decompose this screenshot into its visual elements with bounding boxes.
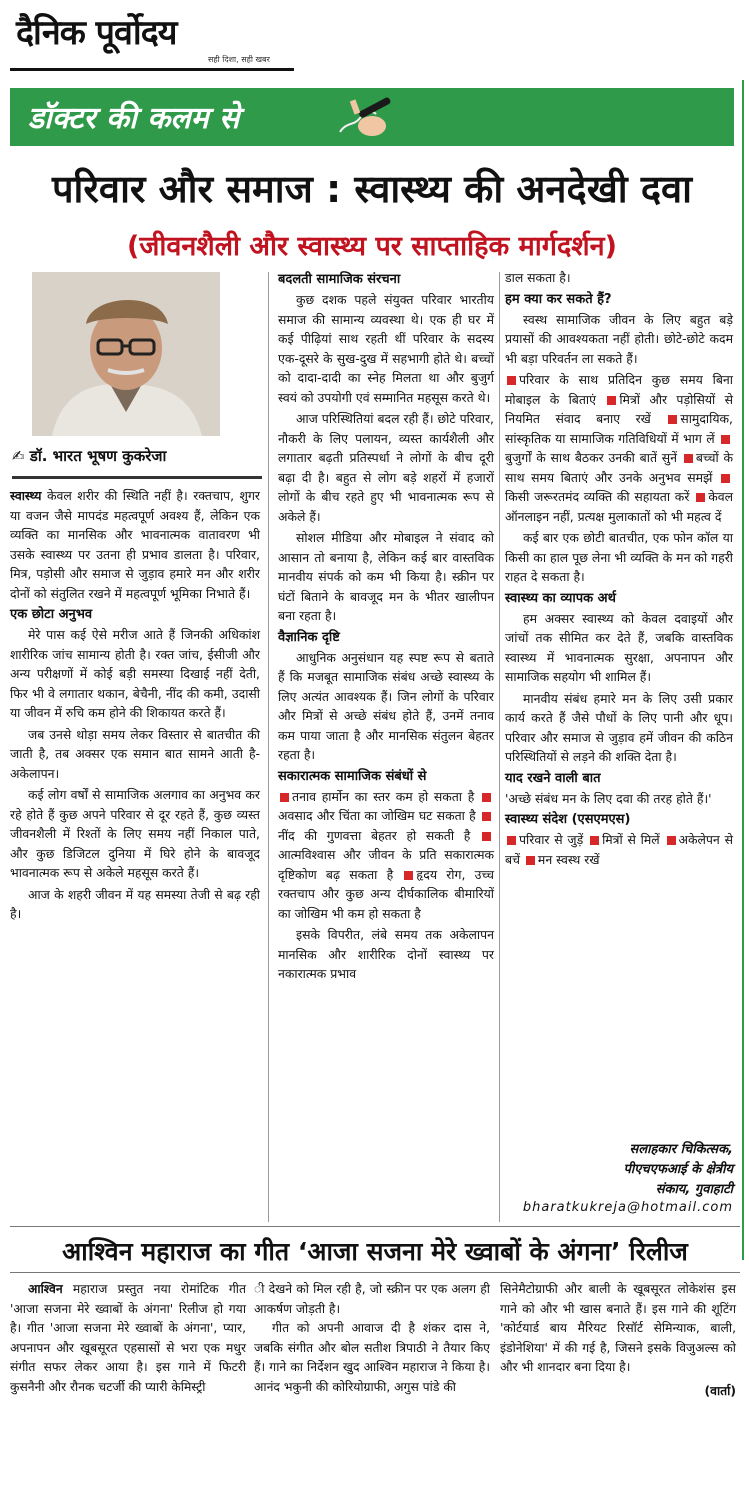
- signature-line: पीएचएफआई के क्षेत्रीय: [623, 1162, 733, 1177]
- bullet-item: बुजुर्गों के साथ बैठकर उनकी बातें सुनें: [505, 450, 678, 465]
- masthead-rule: [10, 68, 294, 71]
- paragraph: आज परिस्थितियां बदल रही हैं। छोटे परिवार, नौकरी के लिए पलायन, व्यस्त कार्यशैली और लगातार बढ़ती प्रतिस्पर्धा ने लोगों के बीच दूरी बढ़ा दी है। बहुत से लोग बड़े शहरों में हजारों लोगों के बीच रहते हुए भी भावनात्मक रूप से अकेले हैं।: [278, 411, 494, 524]
- section-heading: हम क्या कर सकते हैं?: [505, 291, 612, 307]
- bullet-square-icon: [482, 793, 491, 802]
- paragraph: सोशल मीडिया और मोबाइल ने संवाद को आसान तो बनाया है, लेकिन कई बार वास्तविक मानवीय संपर्क को कम भी किया है। स्क्रीन पर घंटों बिताने के बावजूद मन के भीतर खालीपन बना रहता है।: [278, 530, 494, 623]
- author-photo: [32, 272, 220, 436]
- bullet-square-icon: [696, 493, 705, 502]
- bullet-square-icon: [280, 793, 289, 802]
- article-column-1: [10, 486, 260, 926]
- paragraph: कई लोग वर्षों से सामाजिक अलगाव का अनुभव कर रहे होते हैं कुछ अपने परिवार से दूर रहते हैं, कुछ व्यस्त जीवनशैली में रिश्तों के लिए समय नहीं निकाल पाते, और कुछ डिजिटल दुनिया में घिरे होने के बावजूद भावनात्मक रूप से अकेले महसूस करते हैं।: [10, 787, 260, 880]
- bullet-square-icon: [526, 856, 535, 865]
- author-portrait-image: [32, 272, 220, 436]
- bullet-square-icon: [668, 415, 677, 424]
- section-heading: स्वास्थ्य का व्यापक अर्थ: [505, 590, 616, 606]
- paragraph: स्वस्थ सामाजिक जीवन के लिए बहुत बड़े प्रयासों की आवश्यकता नहीं होती। छोटे-छोटे कदम भी बड़ा परिवर्तन ला सकते हैं।: [505, 311, 733, 366]
- section-heading: याद रखने वाली बात: [505, 770, 601, 786]
- bullet-item: किसी जरूरतमंद व्यक्ति की सहायता करें: [505, 489, 690, 504]
- story2-headline: आश्विन महाराज का गीत ‘आजा सजना मेरे ख्वाबों के अंगना’ रिलीज: [62, 1237, 688, 1266]
- bullet-square-icon: [482, 812, 491, 821]
- intro-lead-word: स्वास्थ्य: [10, 488, 42, 503]
- paper-tagline: सही दिशा, सही खबर: [208, 55, 270, 64]
- section-heading: स्वास्थ्य संदेश (एसएमएस): [505, 812, 631, 827]
- author-email: bharatkukreja@hotmail.com: [522, 1200, 733, 1215]
- column-rule: [268, 272, 269, 1222]
- adjacent-page-edge: [742, 80, 749, 1260]
- pen-icon: [332, 92, 392, 142]
- paragraph: मेरे पास कई ऐसे मरीज आते हैं जिनकी अधिकांश शारीरिक जांच सामान्य होती है। रक्त जांच, ईसीजी और अन्य परीक्षणों में कोई बड़ी समस्या दिखाई नहीं देती, फिर भी वे लगातार थकान, बेचैनी, नींद की कमी, उदासी या जीवन में रुचि कम होने की शिकायत करते हैं।: [10, 627, 260, 720]
- bullet-square-icon: [607, 396, 616, 405]
- story2-column-3: [500, 1280, 736, 1401]
- author-byline: [12, 446, 262, 466]
- story2-column-1: [10, 1280, 246, 1397]
- column-banner-title: डॉक्टर की कलम से: [28, 101, 240, 136]
- sms-list: [505, 830, 733, 869]
- bullet-item: तनाव हार्मोन का स्तर कम हो सकता है: [292, 788, 475, 804]
- bullet-square-icon: [404, 871, 413, 880]
- story2-column-2: [254, 1280, 490, 1397]
- story2-lead-word: आश्विन: [28, 1282, 63, 1296]
- section-heading: सकारात्मक सामाजिक संबंधों से: [278, 768, 427, 784]
- section-heading: बदलती सामाजिक संरचना: [278, 272, 401, 287]
- bullet-item: केवल ऑनलाइन नहीं, प्रत्यक्ष मुलाकातों को भी महत्व दें: [505, 489, 733, 524]
- quote: 'अच्छे संबंध मन के लिए दवा की तरह होते हैं।': [505, 790, 712, 806]
- bullet-square-icon: [721, 435, 730, 444]
- bullet-item: बच्चों के साथ समय बिताएं और उनके अनुभव समझें: [505, 450, 733, 485]
- story-divider: [10, 1226, 740, 1227]
- bullet-square-icon: [721, 474, 730, 483]
- bullet-item: हृदय रोग, उच्च रक्तचाप और कुछ अन्य दीर्घकालिक बीमारियों का जोखिम भी कम हो सकता है: [278, 866, 494, 921]
- paragraph: सिनेमैटोग्राफी और बाली के खूबसूरत लोकेशंस इस गाने को और भी खास बनाते हैं। इस गाने की शूटिंग 'कोर्टयार्ड बाय मैरियट रिसॉर्ट सेमिन्याक, बाली, इंडोनेशिया' में की गई है, जिसने इसके विजुअल्स को और भी शानदार बना दिया है।: [500, 1282, 736, 1374]
- bullet-item: आत्मविश्वास और जीवन के प्रति सकारात्मक दृष्टिकोण बढ़ सकता है: [278, 847, 494, 882]
- bullet-square-icon: [482, 832, 491, 841]
- section-heading: वैज्ञानिक दृष्टि: [278, 629, 340, 645]
- bullet-square-icon: [667, 836, 676, 845]
- news-agency-credit: (वार्ता): [704, 1383, 736, 1398]
- article-column-2: [278, 268, 494, 986]
- story2-text: महाराज प्रस्तुत नया रोमांटिक गीत 'आजा सजना मेरे ख्वाबों के अंगना' रिलीज हो गया है। गीत 'आजा सजना मेरे ख्वाबों के अंगना', प्यार, अपनापन और खूबसूरत एहसासों से भरा एक मधुर संगीत सफर लेकर आया है। इस गाने में फिटरी कुसनैनी और रौनक चटर्जी की प्यारी केमिस्ट्री: [10, 1282, 246, 1394]
- story2-rule: [10, 1272, 740, 1273]
- bullet-square-icon: [684, 454, 693, 463]
- section-heading: एक छोटा अनुभव: [10, 607, 93, 622]
- paragraph: इसके विपरीत, लंबे समय तक अकेलापन मानसिक और शारीरिक दोनों स्वास्थ्य पर नकारात्मक प्रभाव: [278, 927, 494, 981]
- intro-paragraph: [10, 486, 260, 603]
- article-headline: परिवार और समाज : स्वास्थ्य की अनदेखी दवा: [51, 167, 693, 211]
- paper-name: दैनिक पूर्वोदय: [16, 13, 177, 53]
- sms-item: मित्रों से मिलें: [602, 832, 660, 847]
- sms-item: परिवार से जुड़ें: [519, 832, 584, 847]
- column-rule: [499, 272, 500, 1222]
- paragraph: कुछ दशक पहले संयुक्त परिवार भारतीय समाज की सामान्य व्यवस्था थे। एक ही घर में कई पीढ़ियां साथ रहती थीं परिवार के सदस्य एक-दूसरे के सुख-दुख में सहभागी होते थे। बच्चों को दादा-दादी का स्नेह मिलता था और बुजुर्ग स्वयं को उपयोगी एवं सम्मानित महसूस करते थे।: [278, 292, 494, 405]
- paragraph: [10, 1280, 246, 1397]
- paragraph: हम अक्सर स्वास्थ्य को केवल दवाइयों और जांचों तक सीमित कर देते हैं, जबकि वास्तविक स्वास्थ्य में भावनात्मक सुरक्षा, अपनापन और सामाजिक सहयोग भी शामिल हैं।: [505, 610, 733, 684]
- bullet-list: [505, 370, 733, 526]
- sms-item: अकेलेपन से बचें: [505, 832, 733, 867]
- sms-item: मन स्वस्थ रखें: [537, 851, 600, 867]
- author-signature: [505, 1140, 733, 1200]
- bullet-list: [278, 787, 494, 924]
- bullet-square-icon: [507, 376, 516, 385]
- masthead: [10, 4, 290, 70]
- byline-rule: [12, 476, 262, 479]
- bullet-item: परिवार के साथ प्रतिदिन कुछ समय बिना मोबाइल के बिताएं: [505, 372, 733, 407]
- bullet-square-icon: [590, 836, 599, 845]
- paragraph: ी देखने को मिल रही है, जो स्क्रीन पर एक अलग ही आकर्षण जोड़ती है।: [254, 1282, 490, 1316]
- intro-text: केवल शरीर की स्थिति नहीं है। रक्तचाप, शुगर या वजन जैसे मापदंड महत्वपूर्ण अवश्य हैं, लेकिन एक व्यक्ति का मानसिक और भावनात्मक वातावरण भी उसके स्वास्थ्य पर उतना ही प्रभाव डालता है। परिवार, मित्र, पड़ोसी और समाज से जुड़ाव हमारे मन और शरीर दोनों को संतुलित रखने में महत्वपूर्ण भूमिका निभाते हैं।: [10, 488, 260, 601]
- article-subheadline: (जीवनशैली और स्वास्थ्य पर साप्ताहिक मार्गदर्शन): [127, 231, 617, 262]
- paragraph: आधुनिक अनुसंधान यह स्पष्ट रूप से बताते हैं कि मजबूत सामाजिक संबंध अच्छे स्वास्थ्य के लिए अत्यंत आवश्यक हैं। जिन लोगों के परिवार और मित्रों से अच्छे संबंध होते हैं, उनमें तनाव कम पाया जाता है और मानसिक संतुलन बेहतर रहता है।: [278, 649, 494, 762]
- bullet-item: नींद की गुणवत्ता बेहतर हो सकती है: [278, 827, 471, 843]
- bullet-item: अवसाद और चिंता का जोखिम घट सकता है: [278, 808, 476, 823]
- paragraph: कई बार एक छोटी बातचीत, एक फोन कॉल या किसी का हाल पूछ लेना भी व्यक्ति के मन को गहरी राहत दे सकता है।: [505, 530, 733, 584]
- paragraph: डाल सकता है।: [505, 270, 571, 285]
- paragraph: जब उनसे थोड़ा समय लेकर विस्तार से बातचीत की जाती है, तब अक्सर एक समान बात सामने आती है-अकेलापन।: [10, 726, 260, 781]
- bullet-item: मित्रों और पड़ोसियों से नियमित संवाद बनाए रखें: [505, 391, 733, 426]
- bullet-square-icon: [507, 836, 516, 845]
- paragraph: आज के शहरी जीवन में यह समस्या तेजी से बढ़ रही है।: [10, 886, 260, 921]
- pen-nib-icon: ✍: [12, 447, 30, 465]
- paragraph: गीत को अपनी आवाज दी है शंकर दास ने, जबकि संगीत और बोल सतीश त्रिपाठी ने तैयार किए हैं। गाने का निर्देशन खुद आश्विन महाराज ने किया है। आनंद भकुनी की कोरियोग्राफी, अगुस पांडे की: [254, 1321, 490, 1394]
- author-name: डॉ. भारत भूषण कुकरेजा: [29, 447, 167, 465]
- article-column-3: [505, 268, 733, 871]
- column-banner: [10, 88, 734, 146]
- signature-line: संकाय, गुवाहाटी: [655, 1182, 733, 1197]
- signature-line: सलाहकार चिकित्सक,: [629, 1142, 733, 1157]
- paragraph: मानवीय संबंध हमारे मन के लिए उसी प्रकार कार्य करते हैं जैसे पौधों के लिए पानी और धूप। परिवार और समाज से जुड़ाव हमें जीवन की कठिन परिस्थितियों से लड़ने की शक्ति देता है।: [505, 690, 733, 764]
- bullet-item: सामुदायिक, सांस्कृतिक या सामाजिक गतिविधियों में भाग लें: [505, 411, 733, 446]
